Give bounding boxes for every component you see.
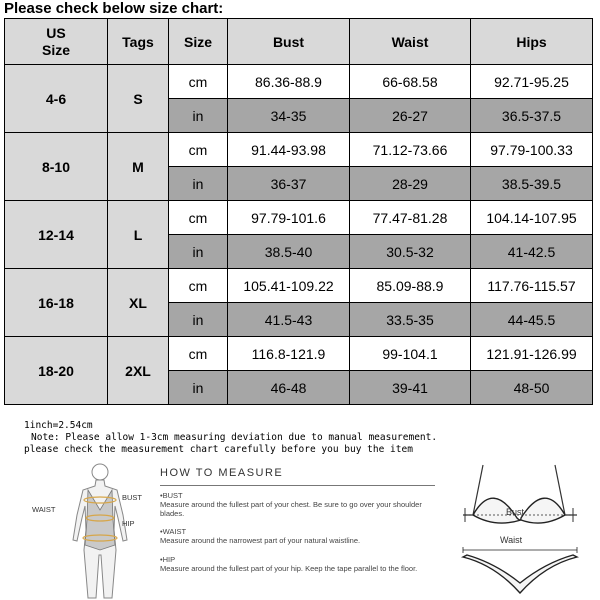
bust-cell: 34-35 — [228, 99, 350, 133]
unit-cell: in — [169, 99, 228, 133]
table-row — [5, 269, 593, 303]
size-chart-table — [4, 18, 593, 405]
hips-cell: 121.91-126.99 — [471, 337, 593, 371]
unit-cell: in — [169, 303, 228, 337]
table-row — [5, 65, 593, 99]
unit-cell: in — [169, 167, 228, 201]
hips-cell: 41-42.5 — [471, 235, 593, 269]
hip-heading: •HIP — [160, 555, 176, 564]
us-size-cell: 16-18 — [5, 269, 108, 337]
waist-cell: 77.47-81.28 — [350, 201, 471, 235]
bust-cell: 105.41-109.22 — [228, 269, 350, 303]
hips-cell: 92.71-95.25 — [471, 65, 593, 99]
figure-bust-label: BUST — [122, 493, 143, 502]
hips-cell: 104.14-107.95 — [471, 201, 593, 235]
title-divider — [160, 485, 435, 486]
table-row — [5, 337, 593, 371]
bust-text: Measure around the fullest part of your chest. Be sure to go over your shoulder blades. — [160, 500, 422, 518]
unit-cell: in — [169, 235, 228, 269]
figure-waist-label: WAIST — [32, 505, 56, 514]
unit-cell: cm — [169, 133, 228, 167]
bust-cell: 97.79-101.6 — [228, 201, 350, 235]
waist-text: Measure around the narrowest part of your natural waistline. — [160, 536, 361, 545]
waist-heading: •WAIST — [160, 527, 187, 536]
bust-instruction — [160, 491, 440, 518]
header-hips: Hips — [471, 19, 593, 65]
hips-cell: 36.5-37.5 — [471, 99, 593, 133]
waist-cell: 30.5-32 — [350, 235, 471, 269]
tag-cell: 2XL — [108, 337, 169, 405]
bust-cell: 38.5-40 — [228, 235, 350, 269]
waist-cell: 28-29 — [350, 167, 471, 201]
bust-heading: •BUST — [160, 491, 183, 500]
waist-cell: 33.5-35 — [350, 303, 471, 337]
bust-cell: 36-37 — [228, 167, 350, 201]
us-size-cell: 4-6 — [5, 65, 108, 133]
unit-cell: in — [169, 371, 228, 405]
tag-cell: L — [108, 201, 169, 269]
us-size-cell: 8-10 — [5, 133, 108, 201]
us-size-cell: 12-14 — [5, 201, 108, 269]
waist-cell: 71.12-73.66 — [350, 133, 471, 167]
deviation-note: Note: Please allow 1-3cm measuring deviation due to manual measurement. — [31, 432, 438, 443]
waist-cell: 39-41 — [350, 371, 471, 405]
bikini-waist-label: Waist — [500, 535, 523, 545]
how-to-measure-title: HOW TO MEASURE — [160, 467, 284, 479]
header-waist: Waist — [350, 19, 471, 65]
tag-cell: XL — [108, 269, 169, 337]
waist-cell: 26-27 — [350, 99, 471, 133]
table-row — [5, 133, 593, 167]
hips-cell: 44-45.5 — [471, 303, 593, 337]
figure-hip-label: HIP — [122, 519, 135, 528]
header-bust: Bust — [228, 19, 350, 65]
unit-cell: cm — [169, 269, 228, 303]
body-figure-icon — [55, 460, 145, 600]
hips-cell: 48-50 — [471, 371, 593, 405]
unit-cell: cm — [169, 65, 228, 99]
tag-cell: M — [108, 133, 169, 201]
us-size-cell: 18-20 — [5, 337, 108, 405]
bust-cell: 46-48 — [228, 371, 350, 405]
check-chart-note: please check the measurement chart carefully before you buy the item — [24, 444, 413, 455]
how-to-measure-section — [0, 455, 600, 600]
header-us-size: US Size — [5, 19, 108, 65]
unit-cell: cm — [169, 337, 228, 371]
hips-cell: 117.76-115.57 — [471, 269, 593, 303]
measurement-notes — [24, 420, 437, 456]
tag-cell: S — [108, 65, 169, 133]
bikini-top-icon — [455, 460, 585, 535]
table-row — [5, 201, 593, 235]
hip-text: Measure around the fullest part of your hip. Keep the tape parallel to the floor. — [160, 564, 418, 573]
bust-cell: 91.44-93.98 — [228, 133, 350, 167]
bust-cell: 41.5-43 — [228, 303, 350, 337]
waist-instruction — [160, 527, 440, 545]
waist-cell: 66-68.58 — [350, 65, 471, 99]
inch-conversion-note: 1inch=2.54cm — [24, 420, 93, 431]
bust-cell: 86.36-88.9 — [228, 65, 350, 99]
unit-cell: cm — [169, 201, 228, 235]
hips-cell: 97.79-100.33 — [471, 133, 593, 167]
table-header-row — [5, 19, 593, 65]
waist-cell: 99-104.1 — [350, 337, 471, 371]
hip-instruction — [160, 555, 440, 573]
header-tags: Tags — [108, 19, 169, 65]
page-title: Please check below size chart: — [4, 0, 224, 17]
header-size: Size — [169, 19, 228, 65]
hips-cell: 38.5-39.5 — [471, 167, 593, 201]
bikini-bust-label: Bust — [506, 507, 525, 517]
bust-cell: 116.8-121.9 — [228, 337, 350, 371]
waist-cell: 85.09-88.9 — [350, 269, 471, 303]
